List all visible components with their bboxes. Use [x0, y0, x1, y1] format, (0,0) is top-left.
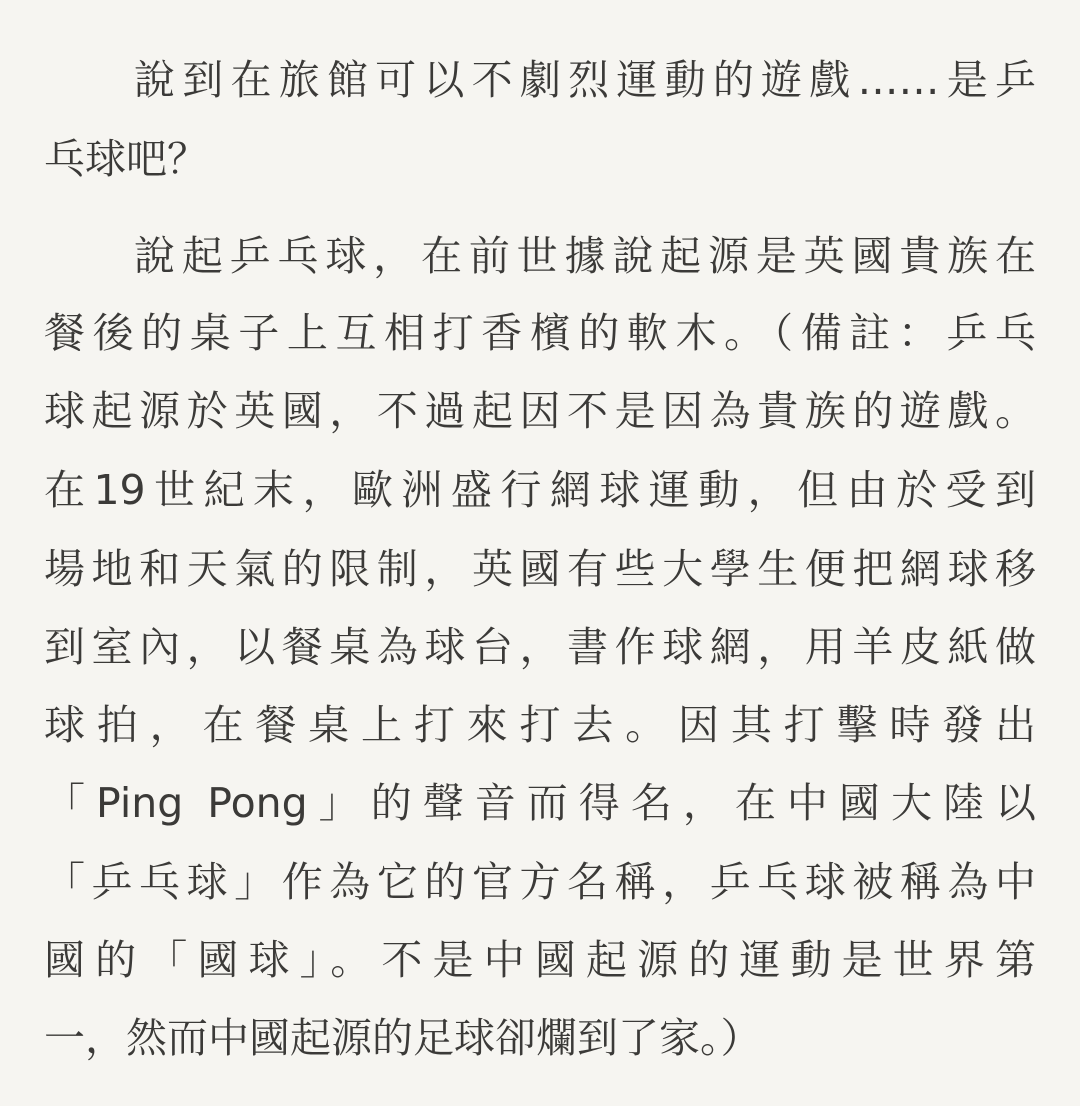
- paragraph-2-line-10: 國的「國球」。不是中國起源的運動是世界第: [44, 936, 1036, 984]
- paragraph-2-line-1: 說起乒乓球，在前世據說起源是英國貴族在: [134, 232, 1036, 280]
- paragraph-2-line-3: 球起源於英國，不過起因不是因為貴族的遊戲。: [44, 387, 1036, 435]
- paragraph-2-line-4: 在19世紀末，歐洲盛行網球運動，但由於受到: [44, 466, 1036, 514]
- paragraph-1-line-1: 說到在旅館可以不劇烈運動的遊戲……是乒: [134, 56, 1036, 104]
- paragraph-2-line-11: 一，然而中國起源的足球卻爛到了家。）: [44, 1014, 762, 1062]
- paragraph-2-line-6: 到室內，以餐桌為球台，書作球網，用羊皮紙做: [44, 623, 1036, 671]
- paragraph-2-line-7: 球拍，在餐桌上打來打去。因其打擊時發出: [44, 701, 1036, 749]
- paragraph-2-line-9: 「乒乓球」作為它的官方名稱，乒乓球被稱為中: [44, 858, 1036, 906]
- paragraph-2-line-2: 餐後的桌子上互相打香檳的軟木。（備註：乒乓: [44, 309, 1036, 357]
- paragraph-2-line-5: 場地和天氣的限制，英國有些大學生便把網球移: [44, 545, 1036, 593]
- paragraph-1-line-2: 乓球吧？: [44, 135, 208, 183]
- paragraph-2-line-8: 「Ping Pong」的聲音而得名，在中國大陸以: [44, 779, 1036, 827]
